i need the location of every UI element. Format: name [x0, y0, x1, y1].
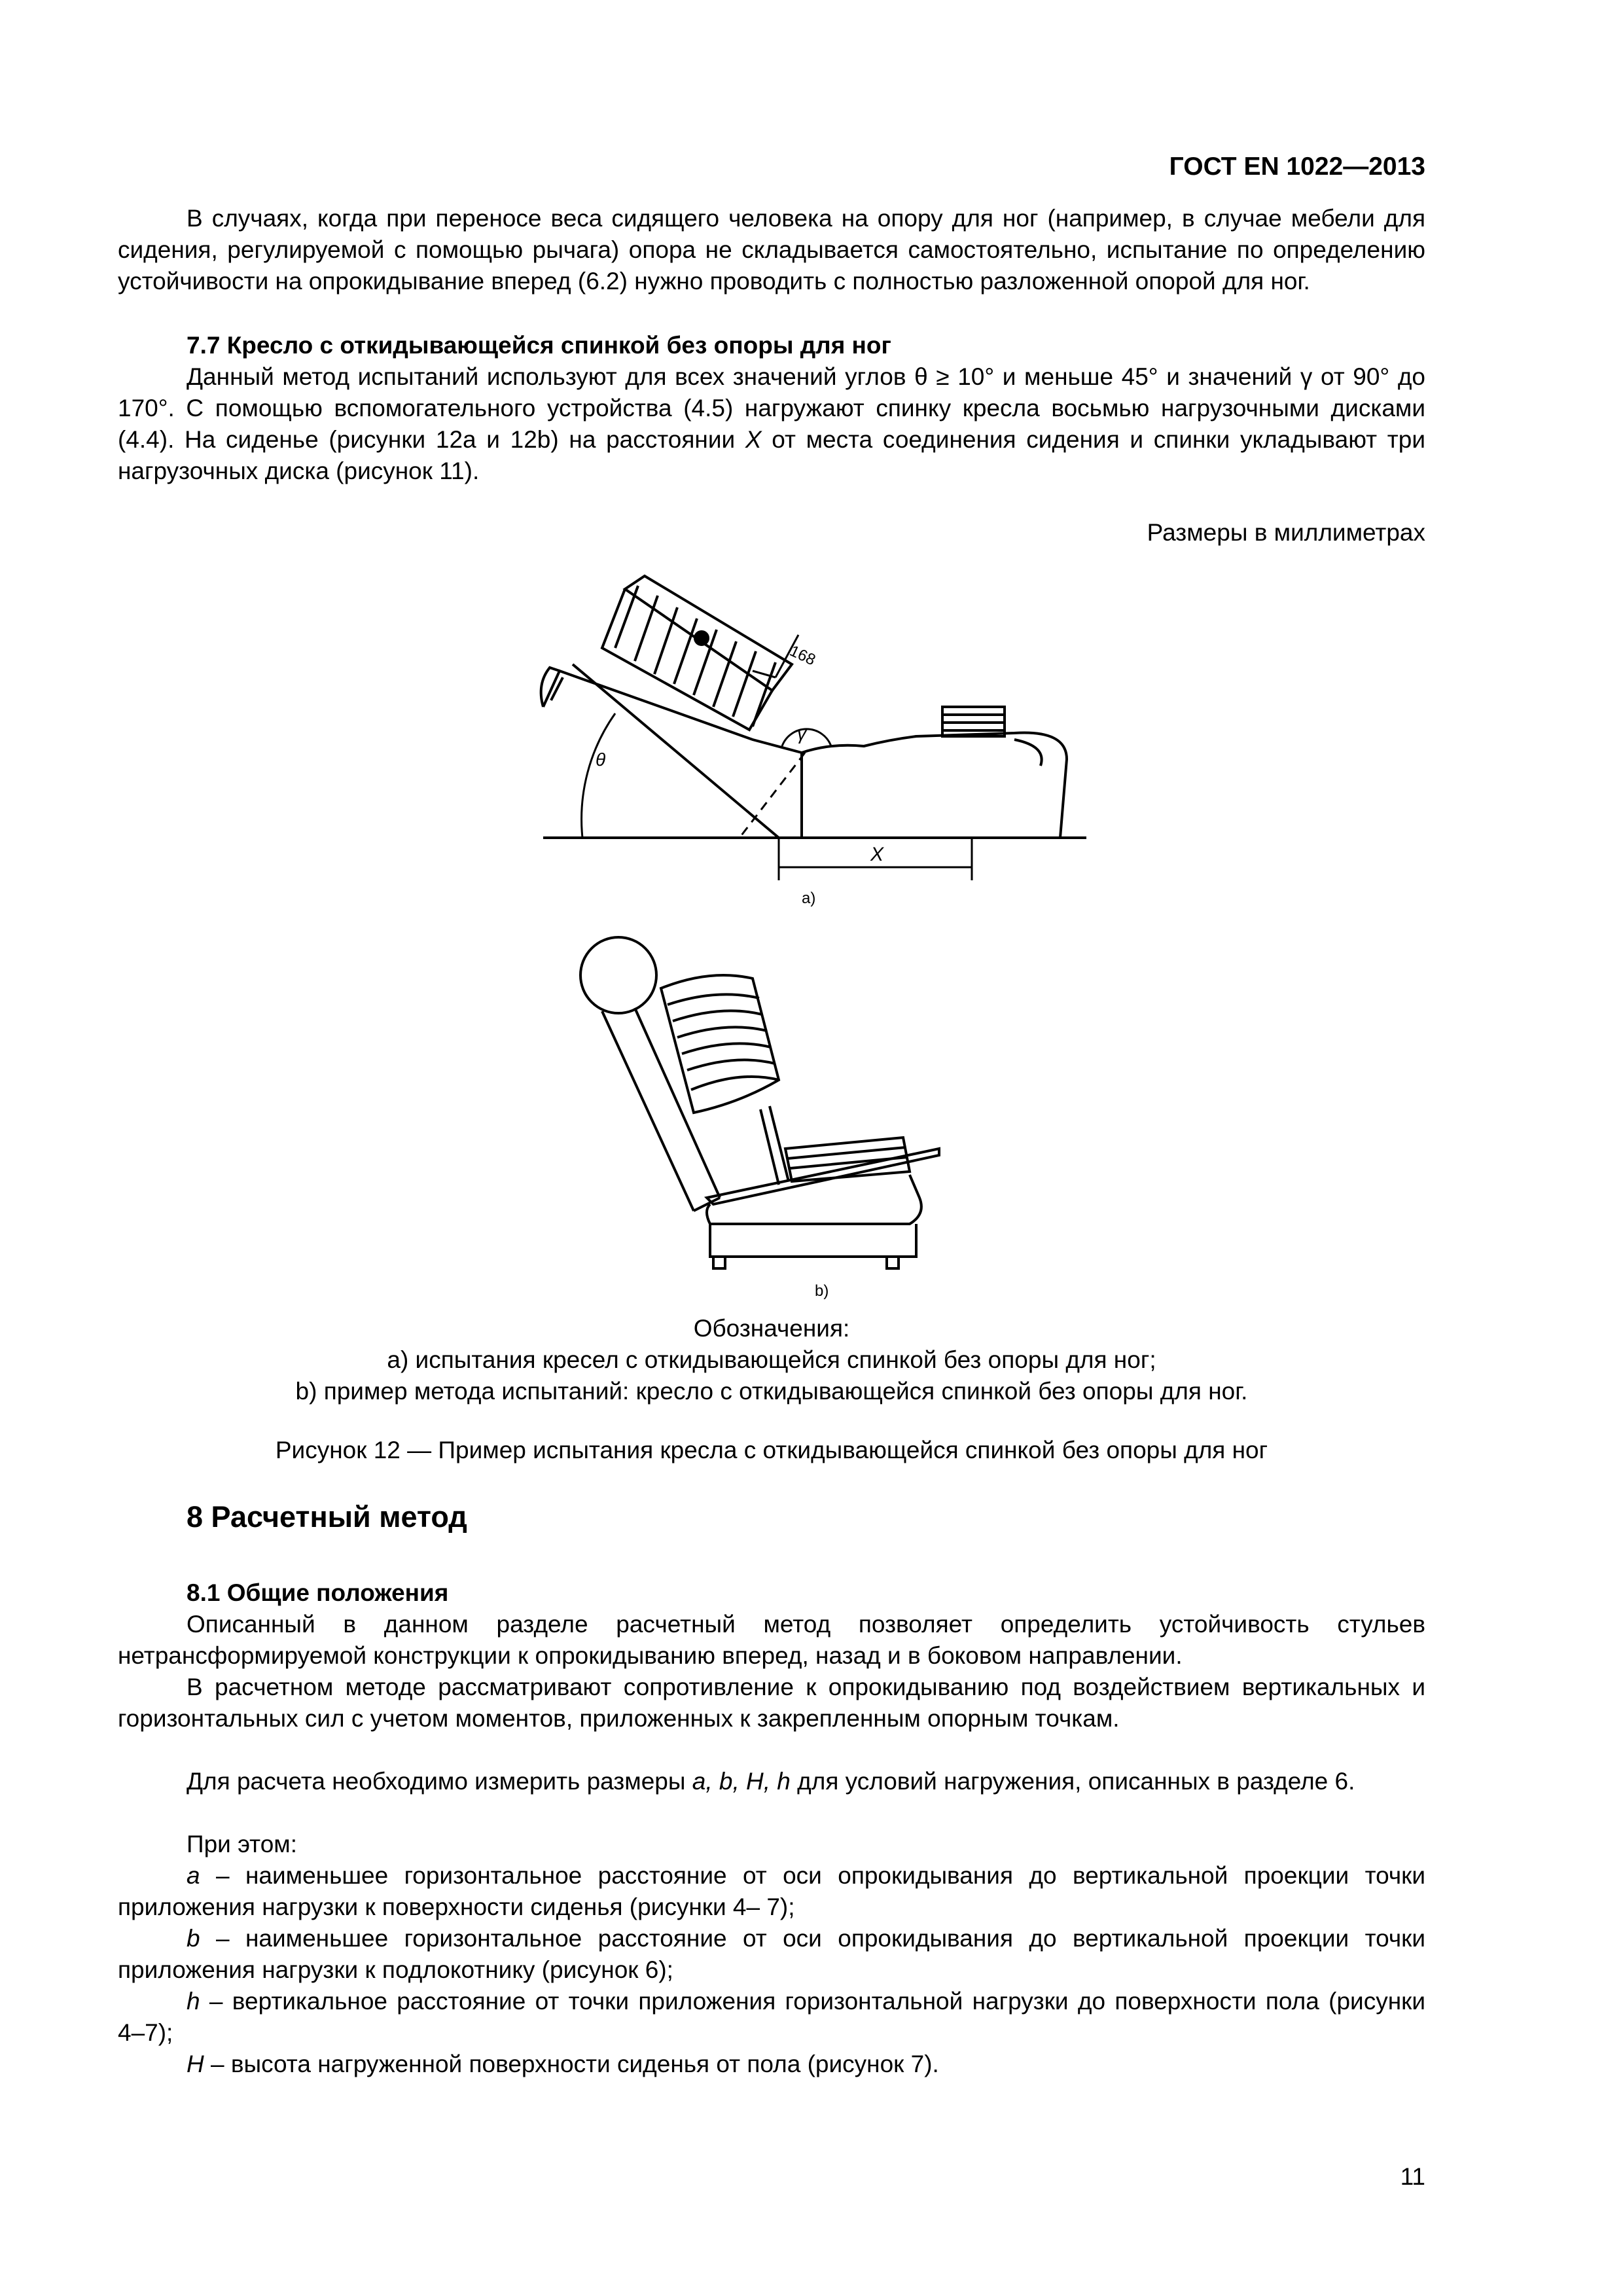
seat-front-curve [1014, 740, 1042, 766]
page-number: 11 [1400, 2163, 1425, 2190]
theta-arc [582, 713, 615, 838]
section-8-1-p1: Описанный в данном разделе расчетный метод позволяет определить устойчивость стульев нетрансформируемой конструкции к опрокидыванию вперед, назад и в боковом направлении. [118, 1611, 1425, 1669]
legend-a: а) испытания кресел с откидывающейся спинкой без опоры для ног; [387, 1346, 1156, 1373]
label-168: 168 [787, 641, 819, 670]
dimensions-note: Размеры в миллиметрах [1147, 519, 1425, 546]
document-number: ГОСТ EN 1022—2013 [1169, 152, 1425, 181]
legend-b: b) пример метода испытаний: кресло с откидывающейся спинкой без опоры для ног. [295, 1378, 1248, 1405]
definition-b: b – наименьшее горизонтальное расстояние от оси опрокидывания до вертикальной проекции точки приложения нагрузки к подлокотнику (рисунок 6); [118, 1925, 1425, 1983]
definition-h: h – вертикальное расстояние от точки приложения горизонтальной нагрузки до поверхности пола (рисунки 4–7); [118, 1988, 1425, 2046]
back-disc-stack-b [661, 975, 779, 1113]
definition-a: a – наименьшее горизонтальное расстояние от оси опрокидывания до вертикальной проекции точки приложения нагрузки к поверхности сиденья (рисунки 4– 7); [118, 1862, 1425, 1920]
figure-12a [524, 550, 1113, 916]
intro-paragraph: В случаях, когда при переносе веса сидящего человека на опору для ног (например, в случае мебели для сидения, регулируемой с помощью рычага) опора не складывается самостоятельно, испытание по определению устойчивости на опрокидывание вперед (6.2) нужно проводить с полностью разложенной опорой для ног. [118, 205, 1425, 295]
section-7-7-paragraph: Данный метод испытаний используют для всех значений углов θ ≥ 10° и меньше 45° и значений γ от 90° до 170°. С помощью вспомогательного устройства (4.5) нагружают спинку кресла восьмью нагрузочными дисками (4.4). На сиденье (рисунки 12а и 12b) на расстоянии X от места соединения сидения и спинки укладывают три нагрузочных диска (рисунок 11). [118, 363, 1425, 484]
section-8-1-heading: 8.1 Общие положения [187, 1579, 449, 1606]
definition-H: H – высота нагруженной поверхности сиденья от пола (рисунок 7). [187, 2051, 939, 2077]
figure-caption: Рисунок 12 — Пример испытания кресла с откидывающейся спинкой без опоры для ног [275, 1437, 1268, 1463]
section-8-1-p2: В расчетном методе рассматривают сопротивление к опрокидыванию под воздействием вертикальных и горизонтальных сил с учетом моментов, приложенных к закрепленным опорным точкам. [118, 1674, 1425, 1732]
label-gamma: γ [797, 723, 806, 744]
seat-disc-stack [942, 707, 1005, 736]
section-7-7-heading: 7.7 Кресло с откидывающейся спинкой без опоры для ног [187, 332, 891, 359]
headrest [580, 937, 656, 1013]
label-theta: θ [596, 749, 606, 770]
section-8-heading: 8 Расчетный метод [187, 1500, 467, 1534]
figure-a-letter: a) [802, 889, 816, 907]
figure-12b [563, 923, 1034, 1302]
gamma-arc [782, 729, 831, 746]
label-x: X [870, 844, 884, 865]
back-disc-stack [602, 576, 792, 730]
headrest-inner [551, 677, 563, 700]
legend-title: Обозначения: [693, 1315, 850, 1342]
section-8-1-p4: При этом: [187, 1831, 298, 1857]
figure-b-letter: b) [815, 1282, 829, 1300]
chair-base [710, 1224, 916, 1257]
seat-cushion [802, 733, 1067, 838]
section-8-1-p3: Для расчета необходимо измерить размеры a, b, H, h для условий нагружения, описанных в разделе 6. [187, 1768, 1355, 1795]
